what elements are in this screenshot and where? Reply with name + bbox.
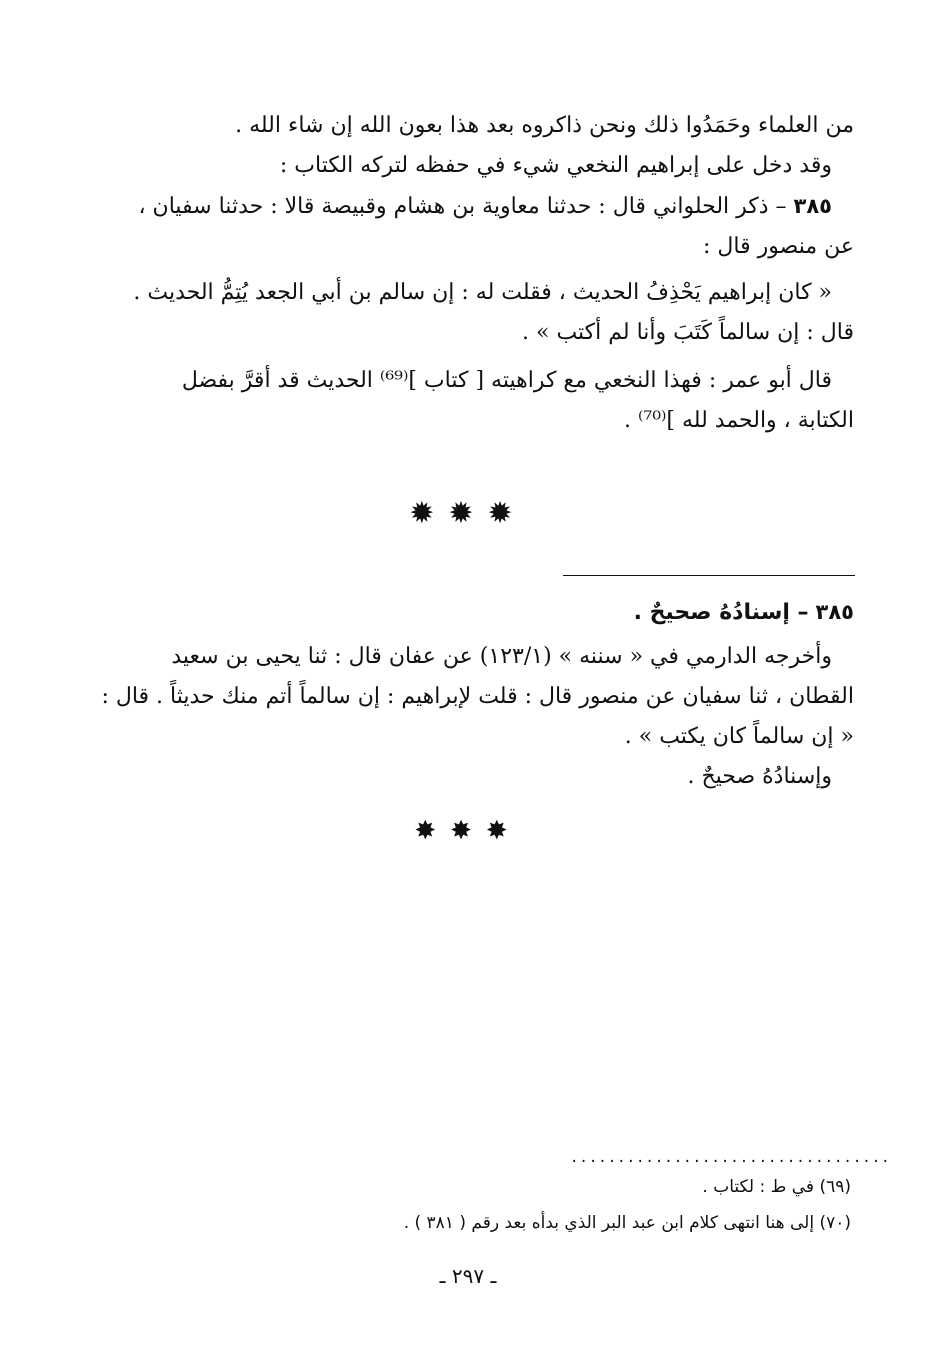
commentary	[101, 592, 854, 797]
hadith-item-line	[138, 186, 854, 227]
text-line: من العلماء وحَمَدُوا ذلك ونحن ذاكروه بعد هذا بعون الله إن شاء الله .	[235, 113, 854, 138]
commentary-line: القطان ، ثنا سفيان عن منصور قال : قلت لإبراهيم : إن سالماً أتم منك حديثاً . قال :	[101, 684, 854, 709]
quote-line: قال : إن سالماً كَتَبَ وأنا لم أكتب » .	[522, 320, 854, 345]
commentary-line: وإسنادُهُ صحيحٌ .	[687, 764, 832, 789]
hadith-number: ٣٨٥	[793, 194, 832, 218]
text-line: عن منصور قال :	[703, 234, 854, 259]
commentary-line: وأخرجه الدارمي في « سننه » (١٢٣/١) عن عفان قال : ثنا يحيى بن سعيد	[171, 644, 832, 669]
section-separator-stars: ✹✹✹	[409, 496, 527, 531]
hadith-chain: – ذكر الحلواني قال : حدثنا معاوية بن هشام وقبيصة قالا : حدثنا سفيان ،	[138, 194, 787, 219]
commentary-line: « إن سالماً كان يكتب » .	[624, 724, 854, 749]
comment-line: الكتابة ، والحمد لله ]⁽⁷⁰⁾ .	[623, 408, 854, 433]
text-line: وقد دخل على إبراهيم النخعي شيء في حفظه لتركه الكتاب :	[279, 153, 832, 178]
page-number: ـ ٢٩٧ ـ	[439, 1264, 497, 1288]
commentary-separator-stars: ✸✸✸	[414, 816, 522, 846]
footnote-70: (٧٠) إلى هنا انتهى كلام ابن عبد البر الذي بدأه بعد رقم ( ٣٨١ ) .	[403, 1213, 851, 1233]
quote-line: « كان إبراهيم يَحْذِفُ الحديث ، فقلت له : إن سالم بن أبي الجعد يُتِمُّ الحديث .	[133, 280, 832, 305]
comment-line: قال أبو عمر : فهذا النخعي مع كراهيته [ كتاب ]⁽⁶⁹⁾ الحديث قد أقرَّ بفضل	[181, 368, 832, 393]
main-text	[133, 106, 854, 441]
commentary-number: ٣٨٥	[815, 600, 854, 624]
footnote-69: (٦٩) في ط : لكتاب .	[702, 1177, 851, 1197]
footnote-dotted-divider: ..................................	[570, 1150, 891, 1166]
footnote-divider-line	[563, 575, 855, 576]
commentary-title: – إسنادُهُ صحيحٌ .	[633, 600, 809, 625]
commentary-heading	[154, 592, 854, 633]
